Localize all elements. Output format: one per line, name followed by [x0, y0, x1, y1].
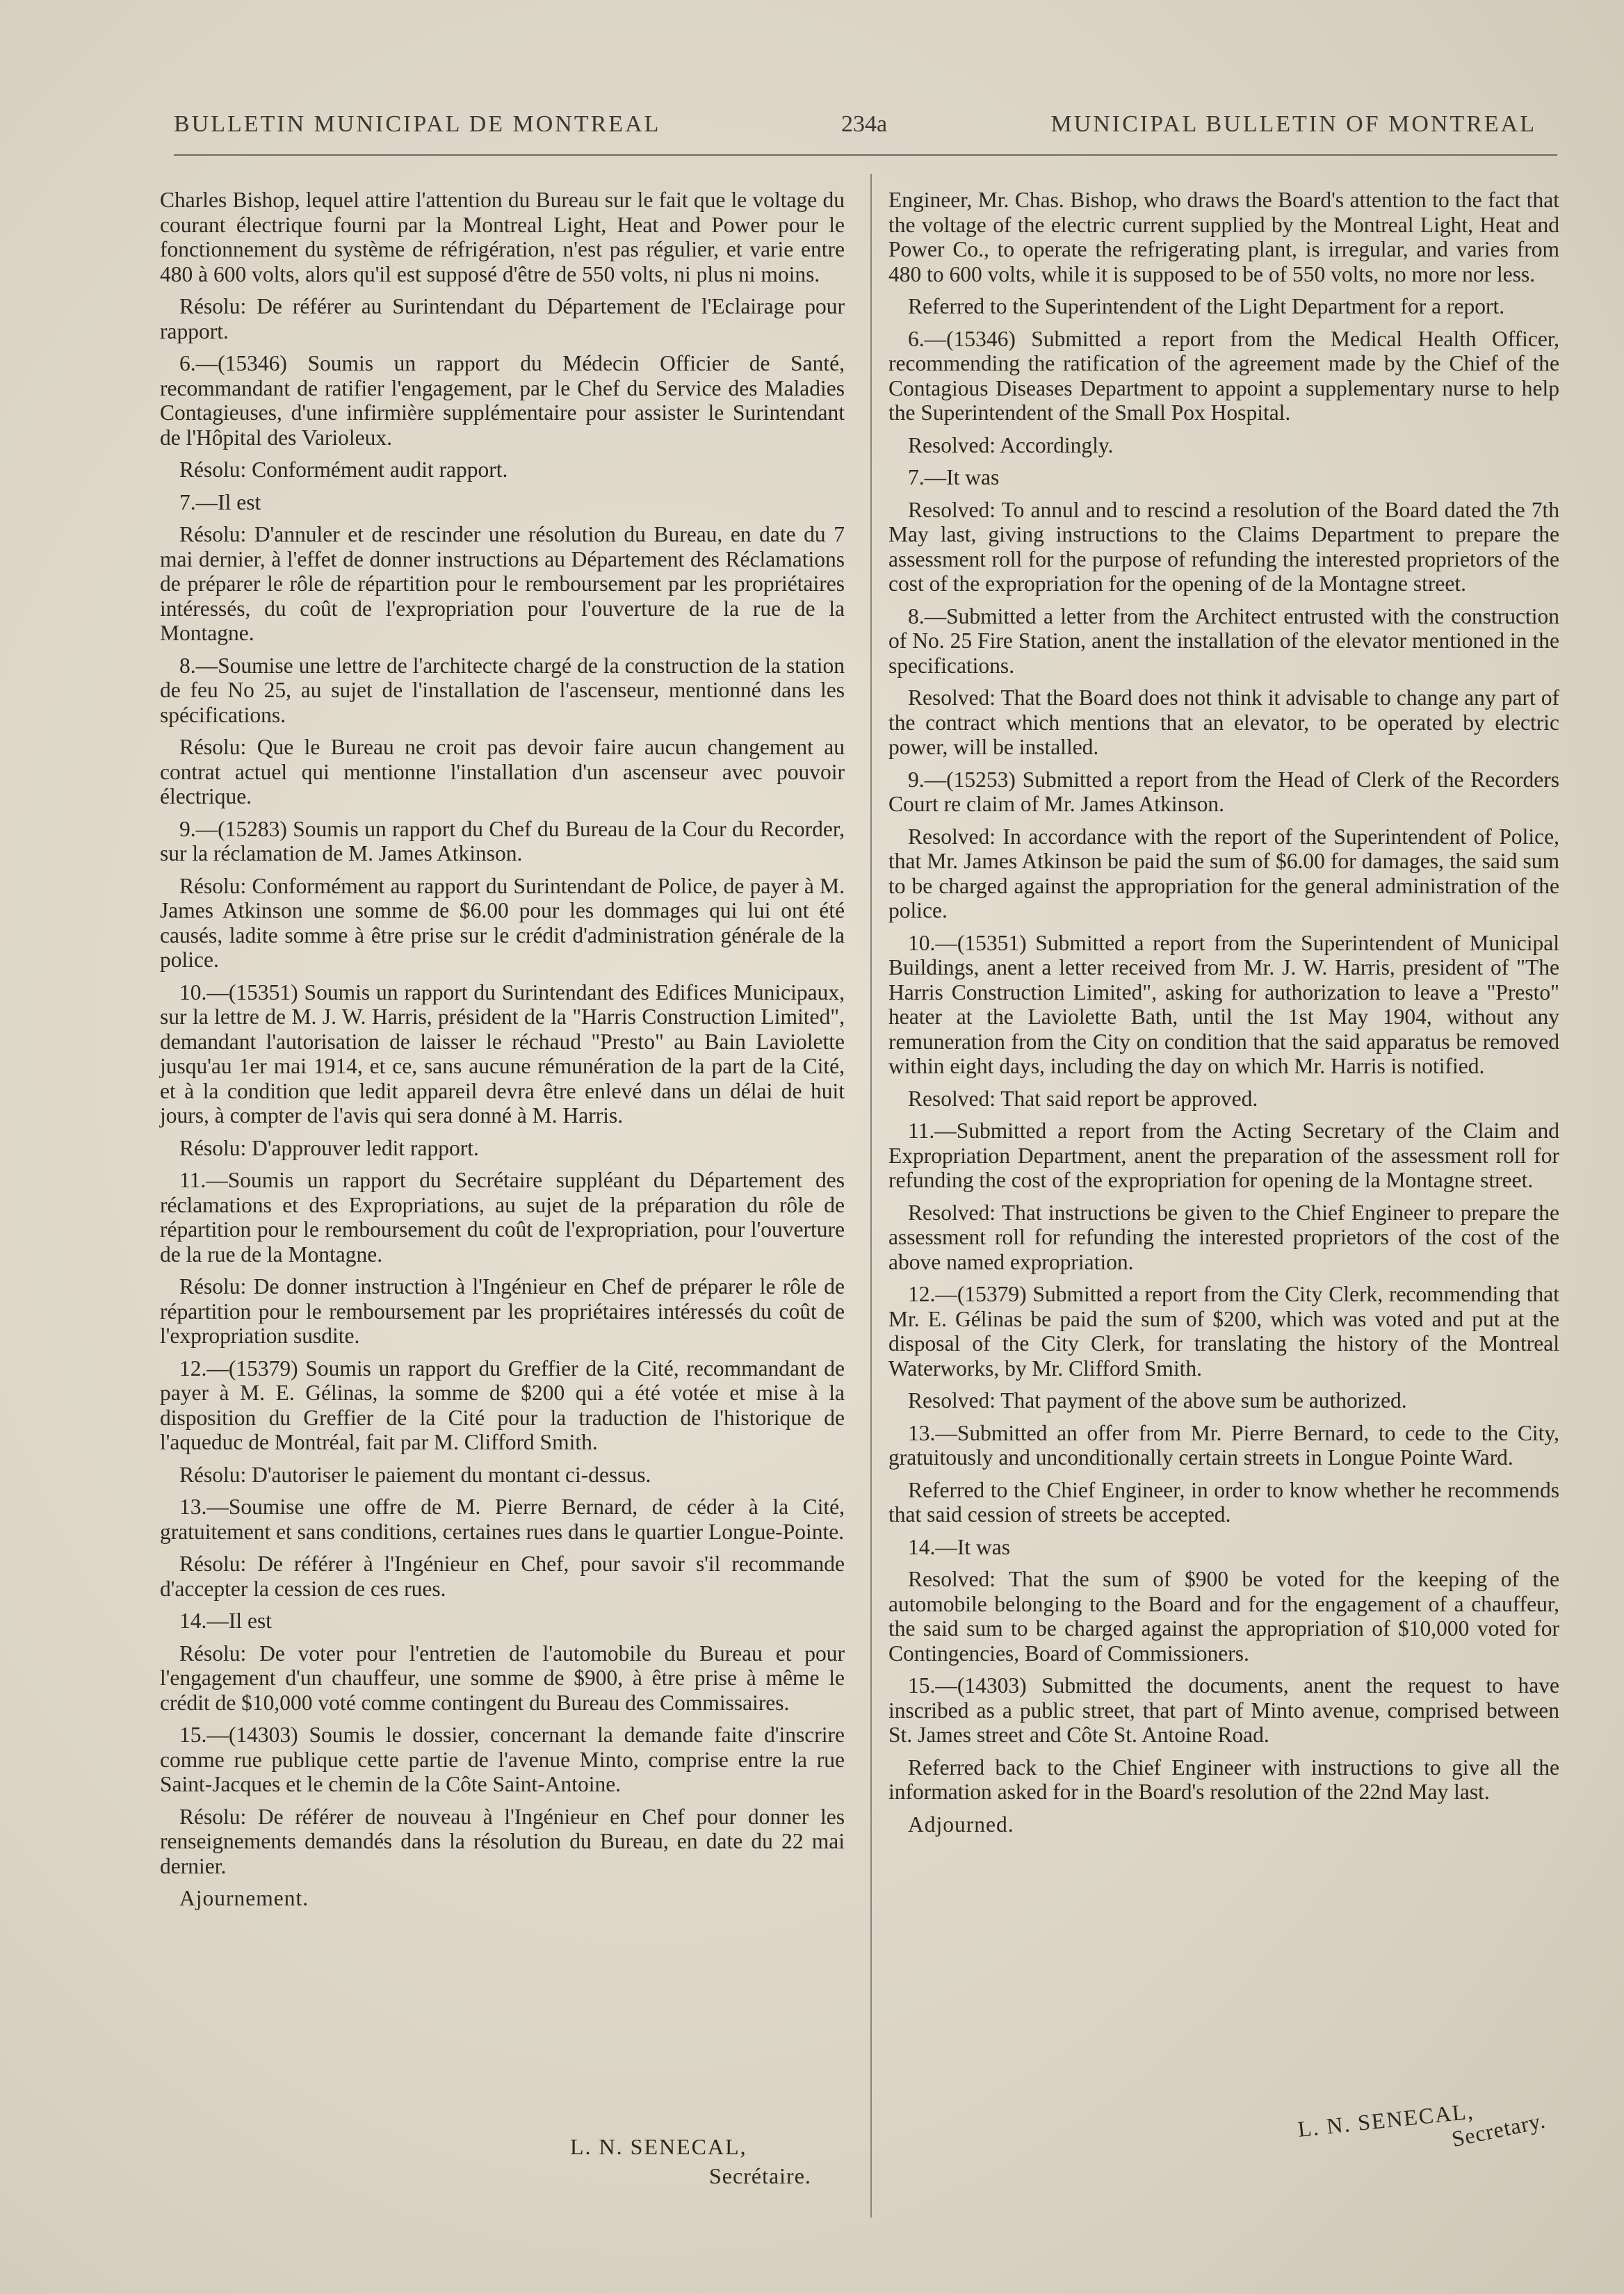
en-paragraph: Resolved: That instructions be given to the Chief Engineer to prepare the assessment roll for refunding the interested proprietors of the cost of the above named expropriation. [888, 1200, 1559, 1274]
fr-paragraph: Résolu: De référer à l'Ingénieur en Chef, pour savoir s'il recommande d'accepter la cession de ces rues. [160, 1552, 845, 1601]
en-paragraph: Resolved: That said report be approved. [908, 1086, 1258, 1111]
en-paragraph: Referred to the Chief Engineer, in order to know whether he recommends that said cession of streets be accepted. [888, 1477, 1559, 1527]
fr-paragraph: Résolu: De voter pour l'entretien de l'automobile du Bureau et pour l'engagement d'un chauffeur, une somme de $900, à être prise à même le crédit de $10,000 voté comme contingent du Bureau des Commissaires. [160, 1641, 845, 1715]
en-paragraph: 10.—(15351) Submitted a report from the Superintendent of Municipal Buildings, anent a letter received from Mr. J. W. Harris, president of "The Harris Construction Limited", asking for authorization to leave a "Presto" heater at the Laviolette Bath, until the 1st May 1904, without any remuneration from the City on condition that the said apparatus be removed within eight days, including the day on which Mr. Harris is notified. [888, 930, 1559, 1078]
en-paragraph: 12.—(15379) Submitted a report from the City Clerk, recommending that Mr. E. Gélinas be paid the sum of $200, which was voted and put at the disposal of the City Clerk, for translating the history of the Montreal Waterworks, by Mr. Clifford Smith. [888, 1282, 1559, 1381]
en-paragraph: 13.—Submitted an offer from Mr. Pierre Bernard, to cede to the City, gratuitously and unconditionally certain streets in Longue Pointe Ward. [888, 1420, 1559, 1470]
fr-paragraph: 12.—(15379) Soumis un rapport du Greffier de la Cité, recommandant de payer à M. E. Gélinas, la somme de $200 qui a été votée et mise à la disposition du Greffier de la Cité pour la traduction de l'historique de l'aqueduc de Montréal, fait par M. Clifford Smith. [160, 1356, 845, 1454]
en-signature-title: Secretary. [1450, 2107, 1548, 2152]
en-paragraph: Referred back to the Chief Engineer with instructions to give all the information asked for in the Board's resolution of the 22nd May last. [888, 1755, 1559, 1804]
en-paragraph: 14.—It was [908, 1534, 1010, 1559]
fr-paragraph: 6.—(15346) Soumis un rapport du Médecin Officier de Santé, recommandant de ratifier l'engagement, par le Chef du Service des Maladies Contagieuses, d'une infirmière supplémentaire pour assister le Surintendant de l'Hôpital des Varioleux. [160, 351, 845, 450]
fr-paragraph: 15.—(14303) Soumis le dossier, concernant la demande faite d'inscrire comme rue publique cette partie de l'avenue Minto, comprise entre la rue Saint-Jacques et le chemin de la Côte Saint-Antoine. [160, 1723, 845, 1796]
fr-paragraph: 14.—Il est [179, 1609, 272, 1633]
fr-paragraph: 10.—(15351) Soumis un rapport du Surintendant des Edifices Municipaux, sur la lettre de M. J. W. Harris, président de la "Harris Construction Limited", demandant l'autorisation de laisser le réchaud "Presto" au Bain Laviolette jusqu'au 1er mai 1914, et ce, sans aucune rémunération de la part de la Cité, et à la condition que ledit appareil devra être enlevé dans un délai de huit jours, à compter de l'avis qui sera donné à M. Harris. [160, 979, 845, 1128]
page-number: 234a [841, 111, 888, 137]
header-french-title: BULLETIN MUNICIPAL DE MONTREAL [174, 111, 661, 137]
en-paragraph: Engineer, Mr. Chas. Bishop, who draws the Board's attention to the fact that the voltage of the electric current supplied by the Montreal Light, Heat and Power Co., to operate the refrigerating plant, is irregular, and varies from 480 to 600 volts, while it is supposed to be of 550 volts, no more nor less. [888, 188, 1559, 286]
en-paragraph: 8.—Submitted a letter from the Architect entrusted with the construction of No. 25 Fire Station, anent the installation of the elevator mentioned in the specifications. [888, 603, 1559, 678]
fr-paragraph: 7.—Il est [179, 489, 261, 514]
header-rule [174, 154, 1557, 156]
fr-paragraph: 13.—Soumise une offre de M. Pierre Bernard, de céder à la Cité, gratuitement et sans conditions, certaines rues dans le quartier Longue-Pointe. [160, 1495, 845, 1544]
en-paragraph: 6.—(15346) Submitted a report from the Medical Health Officer, recommending the ratification of the agreement made by the Chief of the Contagious Diseases Department to appoint a supplementary nurse to help the Superintendent of the Small Pox Hospital. [888, 326, 1559, 425]
english-column [888, 188, 1559, 1844]
fr-paragraph: Résolu: Conformément audit rapport. [179, 457, 508, 482]
en-paragraph: Resolved: That the sum of $900 be voted for the keeping of the automobile belonging to the Board and for the engagement of a chauffeur, the said sum to be charged against the appropriation of $10,000 voted for Contingencies, Board of Commissioners. [888, 1567, 1559, 1666]
header-english-title: MUNICIPAL BULLETIN OF MONTREAL [1050, 111, 1536, 137]
en-paragraph: Resolved: Accordingly. [908, 432, 1114, 457]
fr-signature-title: Secrétaire. [709, 2163, 811, 2188]
en-paragraph: Resolved: That the Board does not think it advisable to change any part of the contract which mentions that an elevator, to be operated by electric power, will be installed. [888, 685, 1559, 759]
page-header [174, 111, 1536, 146]
fr-paragraph: Résolu: Que le Bureau ne croit pas devoir faire aucun changement au contrat actuel qui mentionne l'installation d'un ascenseur avec pouvoir électrique. [160, 735, 845, 808]
en-paragraph: 15.—(14303) Submitted the documents, anent the request to have inscribed as a public street, that part of Minto avenue, comprised between St. James street and Côte St. Antoine Road. [888, 1673, 1559, 1747]
fr-paragraph: Résolu: De donner instruction à l'Ingénieur en Chef de préparer le rôle de répartition pour le remboursement par les propriétaires intéressés du coût de l'expropriation susdite. [160, 1274, 845, 1348]
column-divider [870, 174, 872, 2218]
french-column [160, 188, 845, 1919]
fr-paragraph: Résolu: De référer au Surintendant du Département de l'Eclairage pour rapport. [160, 294, 845, 343]
fr-paragraph: Charles Bishop, lequel attire l'attention du Bureau sur le fait que le voltage du courant électrique fourni par la Montreal Light, Heat and Power pour le fonctionnement du système de réfrigération, n'est pas régulier, et varie entre 480 à 600 volts, alors qu'il est supposé d'être de 550 volts, ni plus ni moins. [160, 188, 845, 286]
en-paragraph: Referred to the Superintendent of the Light Department for a report. [908, 294, 1505, 318]
en-paragraph: 11.—Submitted a report from the Acting Secretary of the Claim and Expropriation Department, anent the preparation of the assessment roll for refunding the cost of the expropriation for opening de la Montagne street. [888, 1118, 1559, 1192]
fr-signature-name: L. N. SENECAL, [570, 2134, 747, 2159]
en-signature-name: L. N. SENECAL, [1297, 2098, 1476, 2142]
fr-paragraph: Résolu: D'approuver ledit rapport. [179, 1135, 479, 1160]
en-paragraph: 7.—It was [908, 465, 1000, 489]
fr-paragraph: Résolu: D'autoriser le paiement du montant ci-dessus. [179, 1462, 651, 1487]
fr-paragraph: Résolu: Conformément au rapport du Surintendant de Police, de payer à M. James Atkinson une somme de $6.00 pour les dommages qui lui ont été causés, ladite somme à être prise sur le crédit d'administration générale de la police. [160, 873, 845, 972]
fr-paragraph: 11.—Soumis un rapport du Secrétaire suppléant du Département des réclamations et des Expropriations, au sujet de la préparation du rôle de répartition pour le remboursement du coût de l'expropriation, pour l'ouverture de la rue de la Montagne. [160, 1168, 845, 1267]
fr-paragraph: Résolu: D'annuler et de rescinder une résolution du Bureau, en date du 7 mai dernier, à l'effet de donner instructions au Département des Réclamations de préparer le rôle de répartition pour le remboursement par les propriétaires intéressés, du coût de l'expropriation pour l'ouverture de la rue de la Montagne. [160, 522, 845, 645]
en-adjournment: Adjourned. [908, 1812, 1014, 1837]
fr-adjournment: Ajournement. [179, 1886, 309, 1910]
en-paragraph: Resolved: That payment of the above sum be authorized. [908, 1388, 1407, 1413]
fr-paragraph: 9.—(15283) Soumis un rapport du Chef du Bureau de la Cour du Recorder, sur la réclamation de M. James Atkinson. [160, 816, 845, 865]
fr-paragraph: Résolu: De référer de nouveau à l'Ingénieur en Chef pour donner les renseignements demandés dans la résolution du Bureau, en date du 22 mai dernier. [160, 1804, 845, 1878]
en-paragraph: Resolved: In accordance with the report of the Superintendent of Police, that Mr. James Atkinson be paid the sum of $6.00 for damages, the said sum to be charged against the appropriation for the general administration of the police. [888, 824, 1559, 922]
en-paragraph: 9.—(15253) Submitted a report from the Head of Clerk of the Recorders Court re claim of Mr. James Atkinson. [888, 767, 1559, 816]
en-paragraph: Resolved: To annul and to rescind a resolution of the Board dated the 7th May last, giving instructions to the Claims Department to prepare the assessment roll for the purpose of refunding the interested proprietors of the cost of the expropriation for the opening of de la Montagne street. [888, 497, 1559, 596]
fr-paragraph: 8.—Soumise une lettre de l'architecte chargé de la construction de la station de feu No 25, au sujet de l'installation de l'ascenseur, mentionné dans les spécifications. [160, 653, 845, 727]
